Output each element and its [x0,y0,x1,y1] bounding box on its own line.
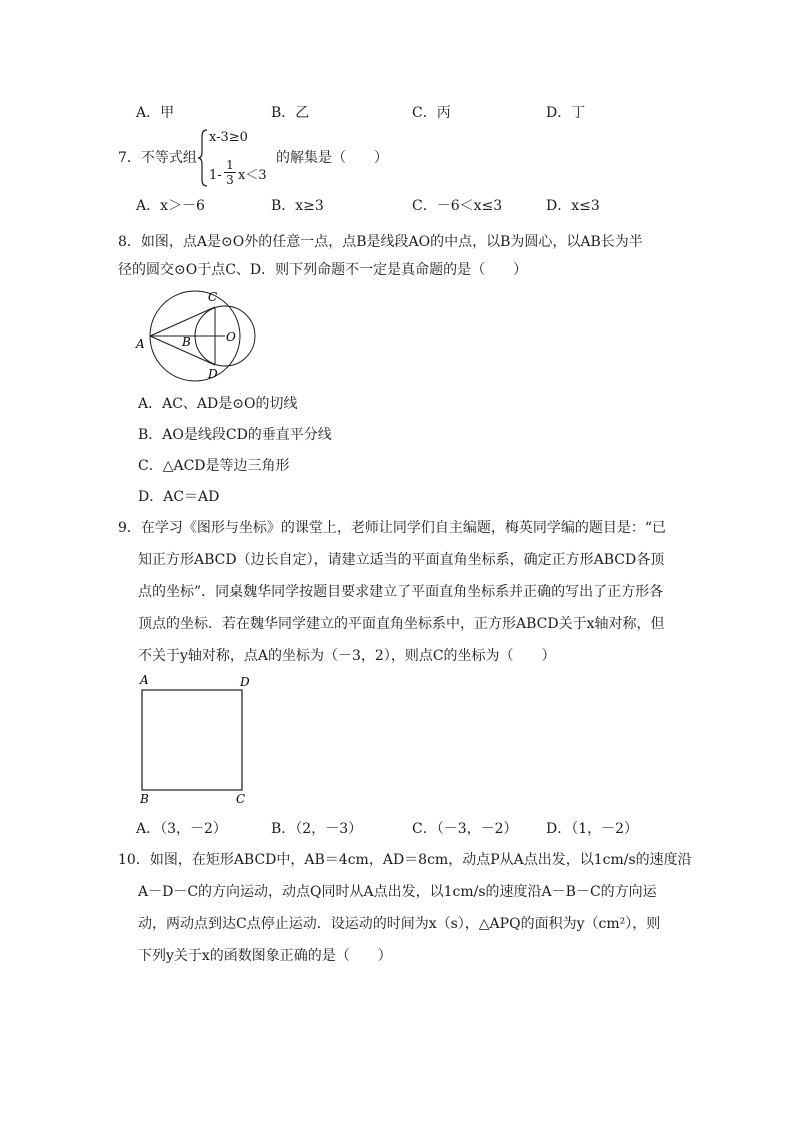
q9-options [136,819,736,839]
q7-suffix: 的解集是（ ） [276,150,388,166]
q7-ineq2-lead: 1- [209,168,222,183]
label-c: C [208,290,218,304]
label-b: B [140,792,149,806]
q7-option-d: D．x≤3 [546,198,600,214]
q7-option-a: A．x＞－6 [136,198,205,214]
square-abcd [142,690,242,790]
q9-stem-line-4: 顶点的坐标．若在魏华同学建立的平面直角坐标系中，正方形ABCD关于x轴对称，但 [138,616,665,632]
q7-frac-den: 3 [226,173,234,187]
q7-option-b: B．x≥3 [271,198,324,214]
q7-ineq2-tail: x＜3 [238,168,267,183]
q10-stem-line-4: 下列y关于x的函数图象正确的是（ ） [138,948,392,964]
q7-prefix: 7．不等式组 [118,150,197,166]
segment-ac [150,307,215,336]
q6-option-a: A．甲 [136,105,175,121]
q8-option-a: A．AC、AD是⊙O的切线 [138,396,298,412]
label-a: A [140,673,149,687]
q9-option-c: C．（－3，－2） [412,821,518,837]
q9-option-a: A．（3，－2） [136,821,227,837]
label-b: B [182,335,191,349]
q10-stem-line-3: 动，两动点到达C点停止运动．设运动的时间为x（s），△APQ的面积为y（cm²），则 [138,916,661,932]
q7-fraction [224,158,236,187]
q8-circle-figure [130,288,270,384]
q7-option-c: C．－6＜x≤3 [412,198,503,214]
label-o: O [226,330,236,344]
q8-stem-line-2: 径的圆交⊙O于点C、D．则下列命题不一定是真命题的是（ ） [118,262,528,278]
label-a: A [136,337,145,351]
q9-stem-line-5: 不关于y轴对称，点A的坐标为（－3，2），则点C的坐标为（ ） [138,648,556,664]
q7-frac-num: 1 [224,158,236,173]
q6-option-c: C．丙 [412,105,451,121]
label-d: D [240,675,250,689]
q6-option-b: B．乙 [271,105,310,121]
q9-stem-line-1: 9．在学习《图形与坐标》的课堂上，老师让同学们自主编题，梅英同学编的题目是：“已 [118,520,667,536]
q7-brace-icon [197,128,209,188]
q10-stem-line-2: A－D－C的方向运动，动点Q同时从A点出发，以1cm/s的速度沿A－B－C的方向运 [138,884,657,900]
q9-stem-line-3: 点的坐标”．同桌魏华同学按题目要求建立了平面直角坐标系并正确的写出了正方形各 [138,584,664,600]
q7-options [136,196,736,216]
q8-stem-line-1: 8．如图，点A是⊙O外的任意一点，点B是线段AO的中点，以B为圆心，以AB长为半 [118,234,643,250]
label-c: C [236,792,246,806]
q6-options [136,103,736,123]
q9-stem-line-2: 知正方形ABCD（边长自定），请建立适当的平面直角坐标系，确定正方形ABCD各顶 [138,552,665,568]
q6-option-d: D．丁 [546,105,586,121]
q9-option-d: D．（1，－2） [546,821,639,837]
q9-option-b: B．（2，－3） [271,821,363,837]
q7-inequality-1: x-3≥0 [209,130,248,145]
label-d: D [208,367,218,381]
q8-option-c: C．△ACD是等边三角形 [138,458,290,474]
q9-square-figure [134,670,260,810]
q8-option-b: B．AO是线段CD的垂直平分线 [138,427,332,443]
q8-option-d: D．AC＝AD [138,489,220,505]
q10-stem-line-1: 10．如图，在矩形ABCD中，AB＝4cm，AD＝8cm，动点P从A点出发，以1cm/s的速度沿 [118,852,692,868]
